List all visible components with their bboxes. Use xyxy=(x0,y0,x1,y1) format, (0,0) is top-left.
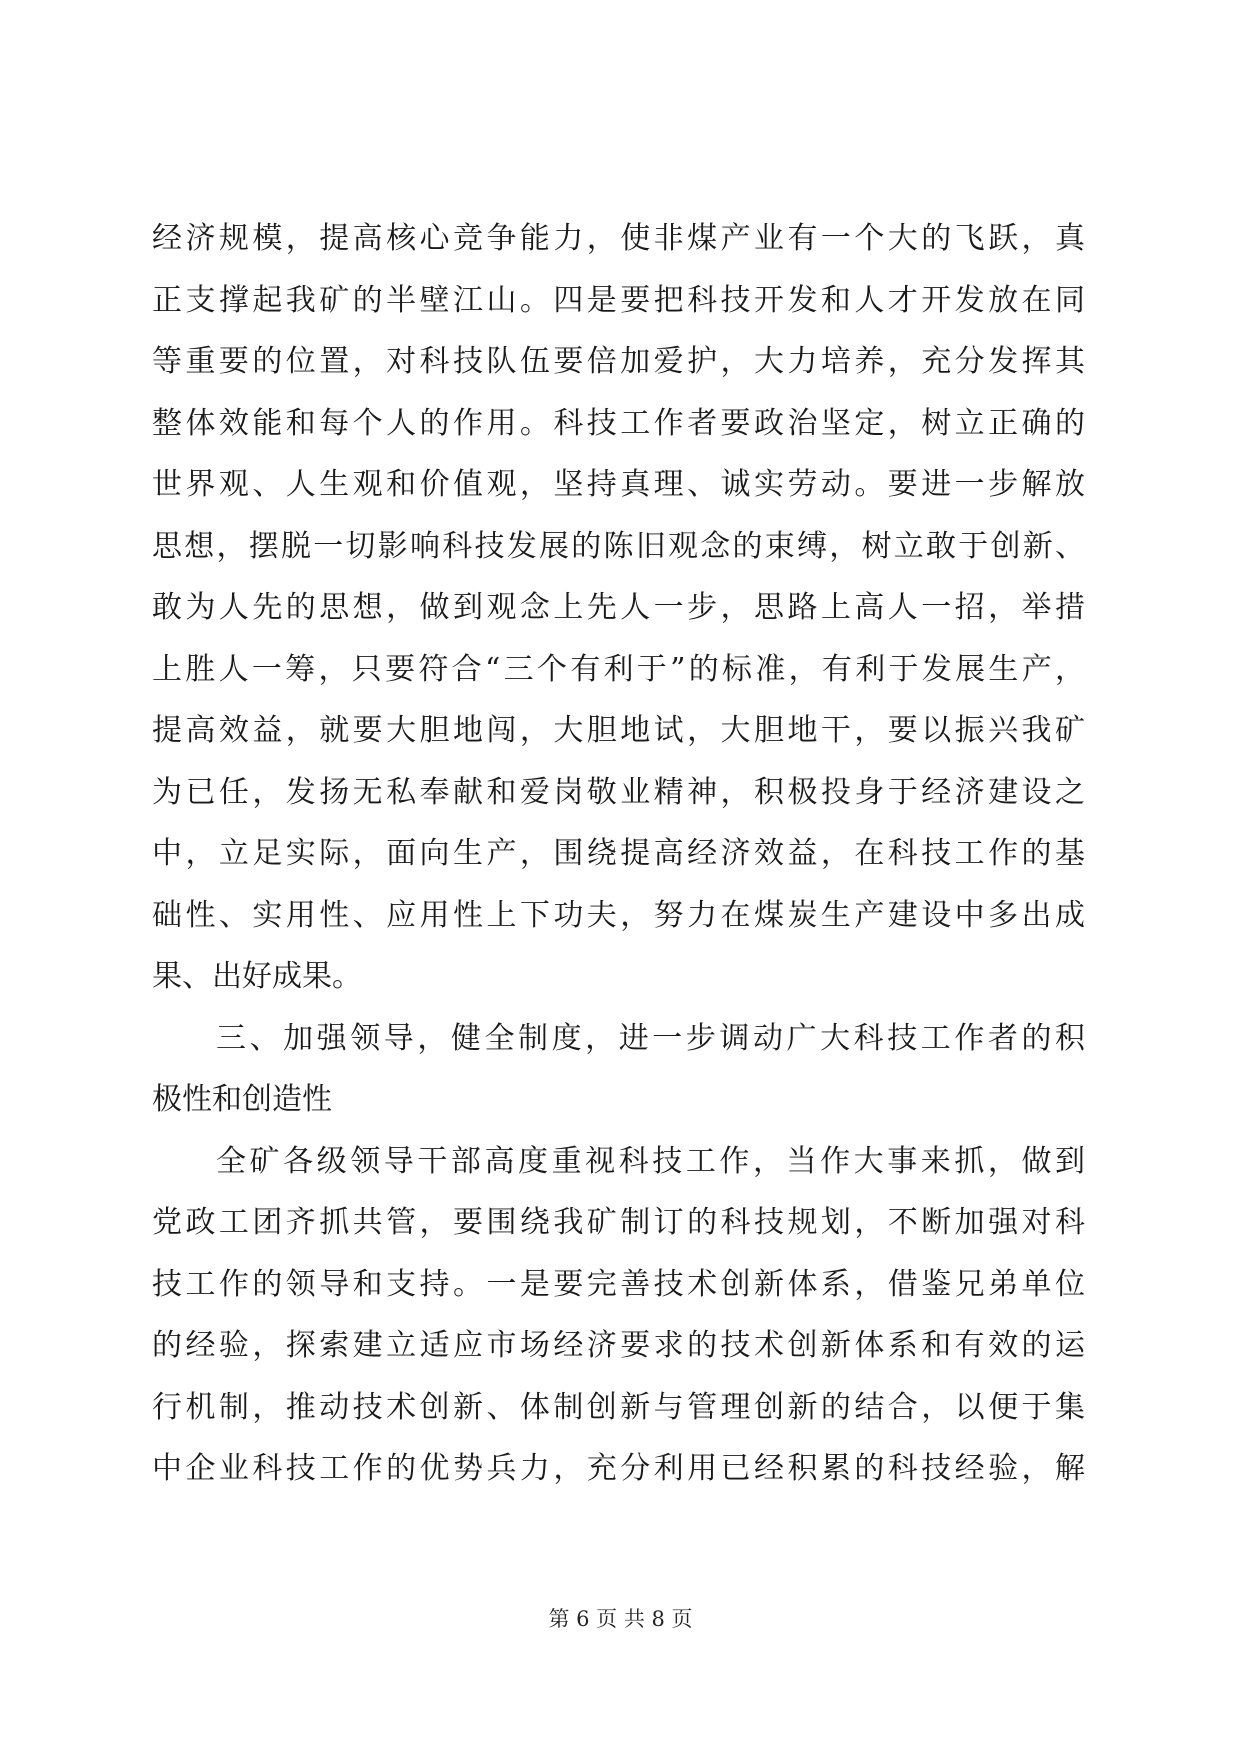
text-line: 技工作的领导和支持。一是要完善技术创新体系，借鉴兄弟单位 xyxy=(152,1266,1085,1302)
page-footer: 第 6 页 共 8 页 xyxy=(548,1607,693,1631)
text-line: 敢为人先的思想，做到观念上先人一步，思路上高人一招，举措 xyxy=(152,590,1085,625)
text-line: 思想，摆脱一切影响科技发展的陈旧观念的束缚，树立敢于创新、 xyxy=(152,528,1085,564)
text-line: 等重要的位置，对科技队伍要倍加爱护，大力培养，充分发挥其 xyxy=(152,344,1085,379)
text-line: 础性、实用性、应用性上下功夫，努力在煤炭生产建设中多出成 xyxy=(152,897,1085,933)
text-line: 全矿各级领导干部高度重视科技工作，当作大事来抓，做到 xyxy=(216,1143,1085,1179)
text-line: 经济规模，提高核心竞争能力，使非煤产业有一个大的飞跃，真 xyxy=(152,221,1085,256)
text-line: 提高效益，就要大胆地闯，大胆地试，大胆地干，要以振兴我矿 xyxy=(152,713,1085,748)
text-line: 三、加强领导，健全制度，进一步调动广大科技工作者的积 xyxy=(216,1020,1085,1056)
text-line: 极性和创造性 xyxy=(152,1082,332,1117)
body-text xyxy=(152,208,1085,1500)
text-line: 正支撑起我矿的半壁江山。四是要把科技开发和人才开发放在同 xyxy=(152,282,1085,318)
text-line: 的经验，探索建立适应市场经济要求的技术创新体系和有效的运 xyxy=(152,1328,1085,1363)
text-line: 整体效能和每个人的作用。科技工作者要政治坚定，树立正确的 xyxy=(152,405,1085,441)
text-line: 世界观、人生观和价值观，坚持真理、诚实劳动。要进一步解放 xyxy=(152,467,1085,502)
text-line: 为已任，发扬无私奉献和爱岗敬业精神，积极投身于经济建设之 xyxy=(152,774,1085,810)
text-line: 党政工团齐抓共管，要围绕我矿制订的科技规划，不断加强对科 xyxy=(152,1205,1085,1240)
text-line: 果、出好成果。 xyxy=(152,959,362,994)
text-line: 中，立足实际，面向生产，围绕提高经济效益，在科技工作的基 xyxy=(152,836,1085,871)
text-line: 上胜人一筹，只要符合“三个有利于”的标准，有利于发展生产， xyxy=(152,651,1085,687)
text-line: 中企业科技工作的优势兵力，充分利用已经积累的科技经验，解 xyxy=(152,1451,1085,1486)
text-line: 行机制，推动技术创新、体制创新与管理创新的结合，以便于集 xyxy=(152,1389,1085,1425)
